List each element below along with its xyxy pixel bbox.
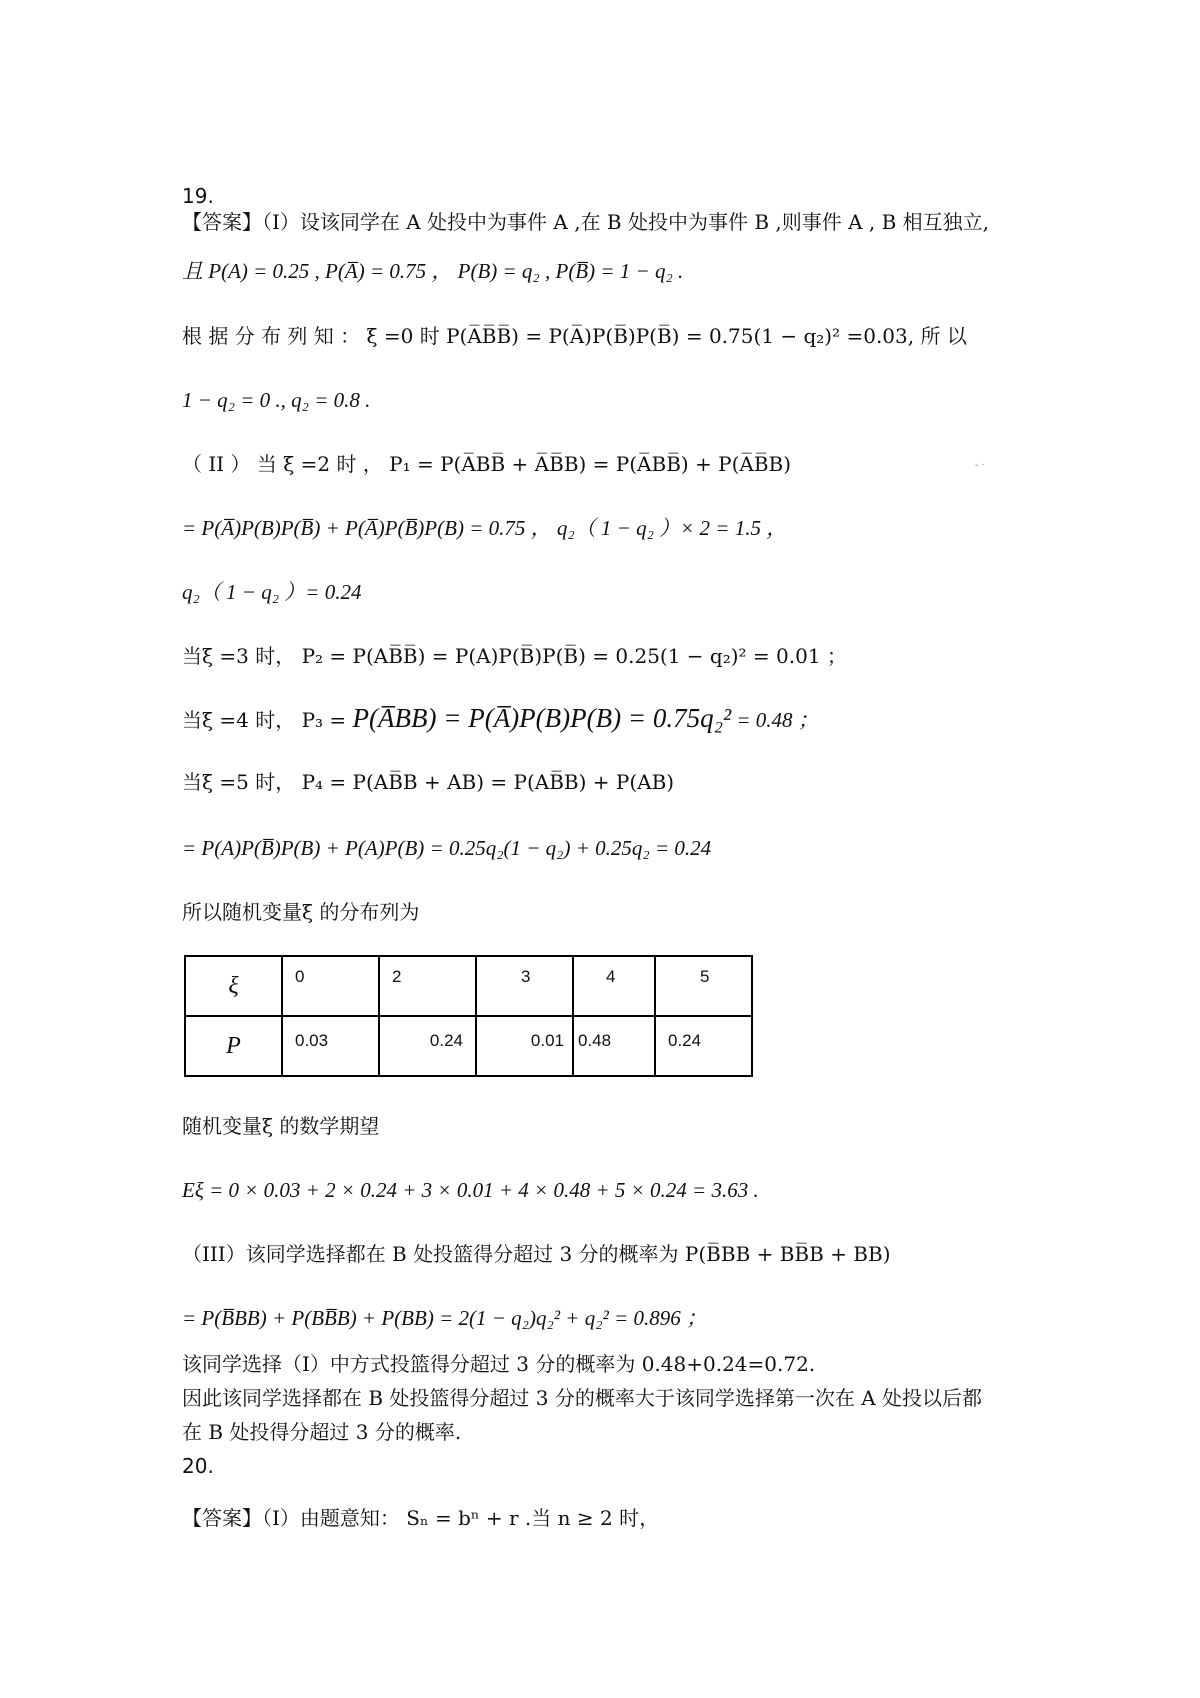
table-cell: 0.24 (379, 1016, 476, 1076)
q19-answer-line-16: = P(B̅BB) + P(BB̅B) + P(BB) = 2(1 − q₂)q₂² + q₂² = 0.896 ； (182, 1306, 707, 1330)
q19-answer-line-2: 且 P(A) = 0.25 , P(A̅) = 0.75 ， P(B) = q₂ , P(B̅) = 1 − q₂ . (182, 259, 684, 283)
table-cell: 0.03 (282, 1016, 379, 1076)
q19-answer-line-14: Eξ = 0 × 0.03 + 2 × 0.24 + 3 × 0.01 + 4 × 0.48 + 5 × 0.24 = 3.63 . (182, 1178, 759, 1202)
table-row-xi (185, 956, 752, 1016)
table-cell: 4 (573, 956, 655, 1016)
line-9-prefix: 当ξ =4 时， P₃ = (182, 708, 353, 732)
q19-answer-line-1: 【答案】（I）设该同学在 A 处投中为事件 A ,在 B 处投中为事件 B ,则事件 A , B 相互独立, (182, 210, 990, 234)
q19-answer-line-7: q₂（ 1 − q₂ ）= 0.24 (182, 580, 362, 604)
q19-answer-line-11: = P(A)P(B̅)P(B) + P(A)P(B) = 0.25q₂(1 − q₂) + 0.25q₂ = 0.24 (182, 836, 712, 860)
q19-answer-line-19: 在 B 处投得分超过 3 分的概率. (182, 1420, 462, 1444)
distribution-table (184, 955, 753, 1077)
q20-answer-line-1: 【答案】（I）由题意知： Sₙ = bⁿ + r .当 n ≥ 2 时， (182, 1506, 660, 1530)
q19-answer-line-3: 根 据 分 布 列 知 ： ξ =0 时 P(A̅B̅B̅) = P(A̅)P(B̅)P(B̅) = 0.75(1 − q₂)² =0.03, 所 以 (182, 324, 967, 348)
q19-answer-line-4: 1 − q₂ = 0 ., q₂ = 0.8 . (182, 388, 371, 412)
table-cell: 0.48 (573, 1016, 655, 1076)
table-cell: 2 (379, 956, 476, 1016)
question-19-number: 19. (182, 184, 214, 208)
q19-answer-line-17: 该同学选择（I）中方式投篮得分超过 3 分的概率为 0.48+0.24=0.72. (182, 1352, 816, 1376)
table-cell: 0.01 (476, 1016, 573, 1076)
q19-answer-line-15: （III）该同学选择都在 B 处投篮得分超过 3 分的概率为 P(B̅BB + BB̅B + BB) (182, 1242, 891, 1266)
q19-answer-line-5: （ II ） 当 ξ =2 时 ， P₁ = P(A̅BB̅ + A̅B̅B) = P(A̅BB̅) + P(A̅B̅B) (182, 452, 792, 476)
stray-marks: - · (975, 460, 985, 471)
table-header-xi: ξ (185, 956, 282, 1016)
q19-answer-line-8: 当ξ =3 时， P₂ = P(AB̅B̅) = P(A)P(B̅)P(B̅) = 0.25(1 − q₂)² = 0.01 ； (182, 644, 847, 668)
q19-answer-line-9 (182, 704, 819, 734)
line-9-formula: P(A̅BB) = P(A̅)P(B)P(B) = 0.75q₂² (352, 703, 732, 733)
table-row-p (185, 1016, 752, 1076)
q19-answer-line-13: 随机变量ξ 的数学期望 (182, 1114, 380, 1138)
q19-answer-line-10: 当ξ =5 时， P₄ = P(AB̅B + AB) = P(AB̅B) + P(AB) (182, 770, 675, 794)
table-header-p: P (185, 1016, 282, 1076)
q19-answer-line-12: 所以随机变量ξ 的分布列为 (182, 900, 420, 924)
q19-answer-line-6: = P(A̅)P(B)P(B̅) + P(A̅)P(B̅)P(B) = 0.75 ， q₂（ 1 − q₂ ）× 2 = 1.5 ， (182, 516, 788, 540)
table-cell: 0.24 (655, 1016, 752, 1076)
question-20-number: 20. (182, 1454, 214, 1478)
table-cell: 0 (282, 956, 379, 1016)
table-cell: 5 (655, 956, 752, 1016)
table-cell: 3 (476, 956, 573, 1016)
line-9-suffix: = 0.48 ； (731, 708, 819, 732)
q19-answer-line-18: 因此该同学选择都在 B 处投篮得分超过 3 分的概率大于该同学选择第一次在 A 处投以后都 (182, 1386, 983, 1410)
